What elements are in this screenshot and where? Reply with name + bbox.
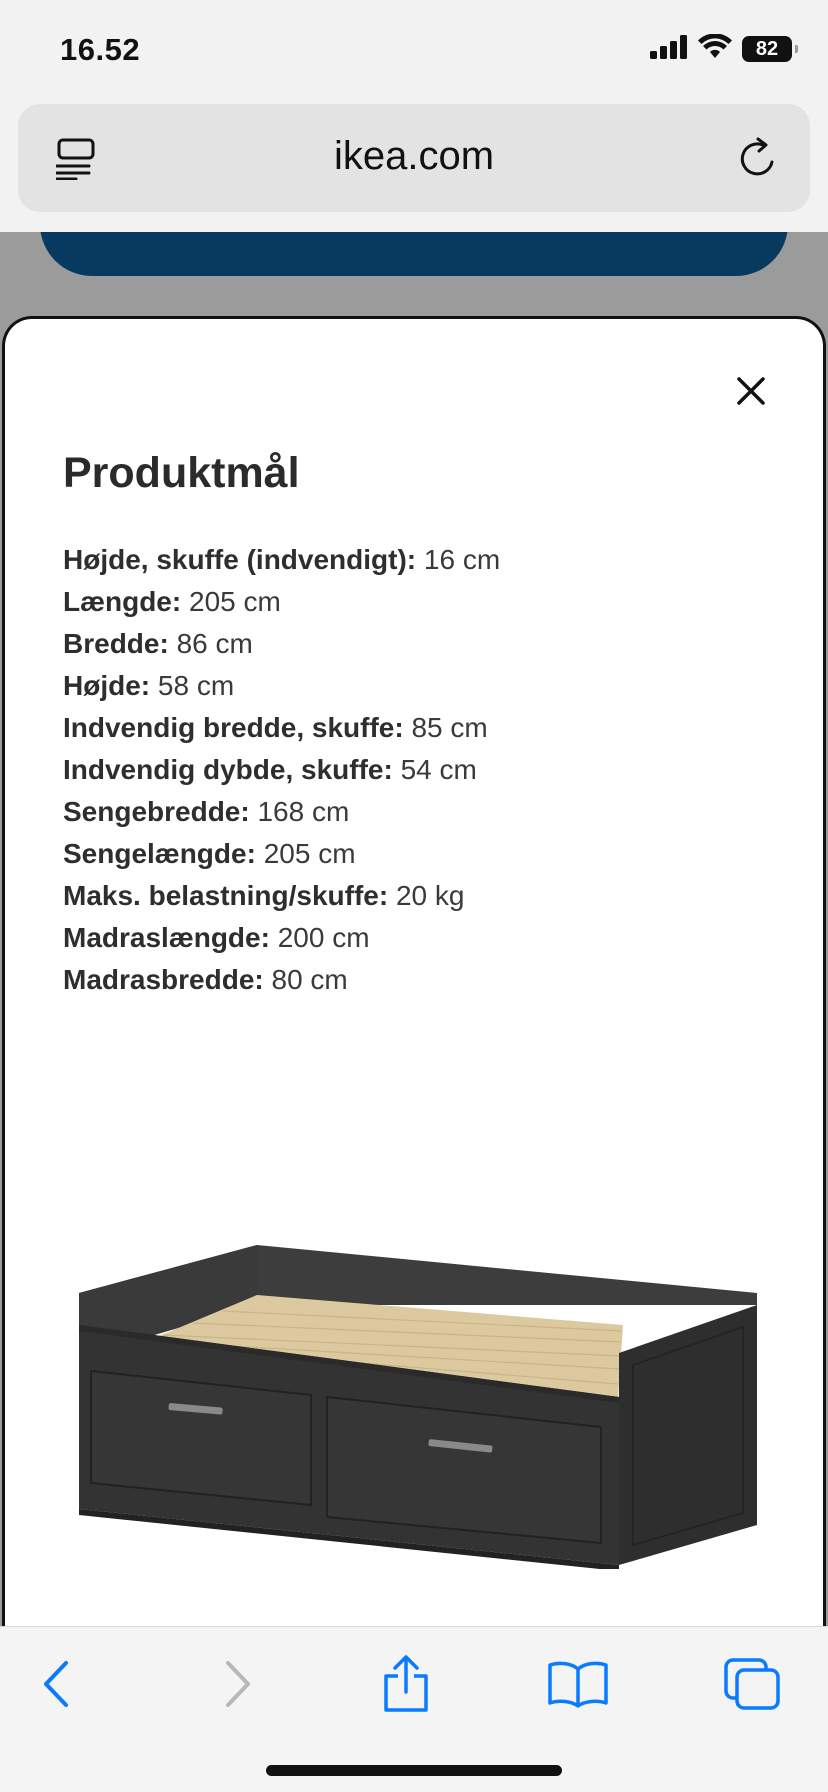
spec-label: Sengelængde:	[63, 838, 256, 869]
spec-label: Indvendig bredde, skuffe:	[63, 712, 404, 743]
browser-toolbar	[0, 1626, 828, 1792]
spec-value: 58 cm	[157, 670, 235, 701]
browser-address-area	[0, 100, 828, 232]
spec-row	[63, 707, 783, 749]
address-url[interactable]: ikea.com	[333, 134, 495, 178]
spec-row	[63, 749, 783, 791]
spec-label: Længde:	[63, 586, 182, 617]
close-button[interactable]	[729, 369, 773, 413]
spec-label: Indvendig dybde, skuffe:	[63, 754, 393, 785]
background-primary-button	[40, 232, 788, 276]
spec-row	[63, 665, 783, 707]
spec-label: Sengebredde:	[63, 796, 250, 827]
spec-row	[63, 833, 783, 875]
back-button[interactable]	[18, 1649, 98, 1719]
back-icon	[38, 1659, 78, 1709]
spec-row	[63, 581, 783, 623]
spec-row	[63, 791, 783, 833]
share-button[interactable]	[366, 1649, 446, 1719]
spec-value: 200 cm	[277, 922, 370, 953]
spec-label: Bredde:	[63, 628, 169, 659]
spec-list	[63, 539, 783, 1001]
spec-label: Madraslængde:	[63, 922, 270, 953]
background-page	[0, 232, 828, 322]
spec-value: 86 cm	[176, 628, 253, 659]
home-indicator	[266, 1765, 562, 1776]
share-icon	[380, 1654, 432, 1714]
spec-row	[63, 917, 783, 959]
sheet-title: Produktmål	[63, 449, 300, 497]
cellular-signal-icon	[650, 35, 688, 64]
spec-label: Højde:	[63, 670, 151, 701]
battery-icon	[742, 36, 792, 62]
bookmarks-button[interactable]	[538, 1649, 618, 1719]
spec-row	[63, 875, 783, 917]
wifi-icon	[698, 34, 732, 65]
close-icon	[736, 376, 766, 406]
address-bar[interactable]	[18, 104, 810, 212]
bookmarks-icon	[547, 1659, 609, 1709]
product-dimensions-sheet	[2, 316, 826, 1636]
status-time: 16.52	[60, 32, 141, 67]
spec-label: Højde, skuffe (indvendigt):	[63, 544, 417, 575]
spec-label: Madrasbredde:	[63, 964, 264, 995]
tabs-button[interactable]	[712, 1649, 792, 1719]
battery-level: 82	[755, 37, 779, 60]
spec-value: 54 cm	[400, 754, 477, 785]
spec-value: 205 cm	[189, 586, 281, 617]
spec-value: 85 cm	[411, 712, 488, 743]
product-image	[73, 1239, 763, 1569]
spec-row	[63, 539, 783, 581]
status-bar	[0, 0, 828, 100]
spec-value: 205 cm	[263, 838, 356, 869]
forward-button[interactable]	[196, 1649, 276, 1719]
forward-icon	[216, 1659, 256, 1709]
spec-label: Maks. belastning/skuffe:	[63, 880, 389, 911]
spec-value: 168 cm	[257, 796, 350, 827]
spec-row	[63, 623, 783, 665]
spec-value: 20 kg	[395, 880, 465, 911]
spec-value: 16 cm	[423, 544, 501, 575]
reload-icon[interactable]	[738, 136, 780, 185]
spec-value: 80 cm	[271, 964, 348, 995]
daybed-with-drawers-image	[73, 1239, 763, 1569]
spec-row	[63, 959, 783, 1001]
status-icons	[650, 34, 792, 64]
tabs-icon	[723, 1657, 781, 1711]
